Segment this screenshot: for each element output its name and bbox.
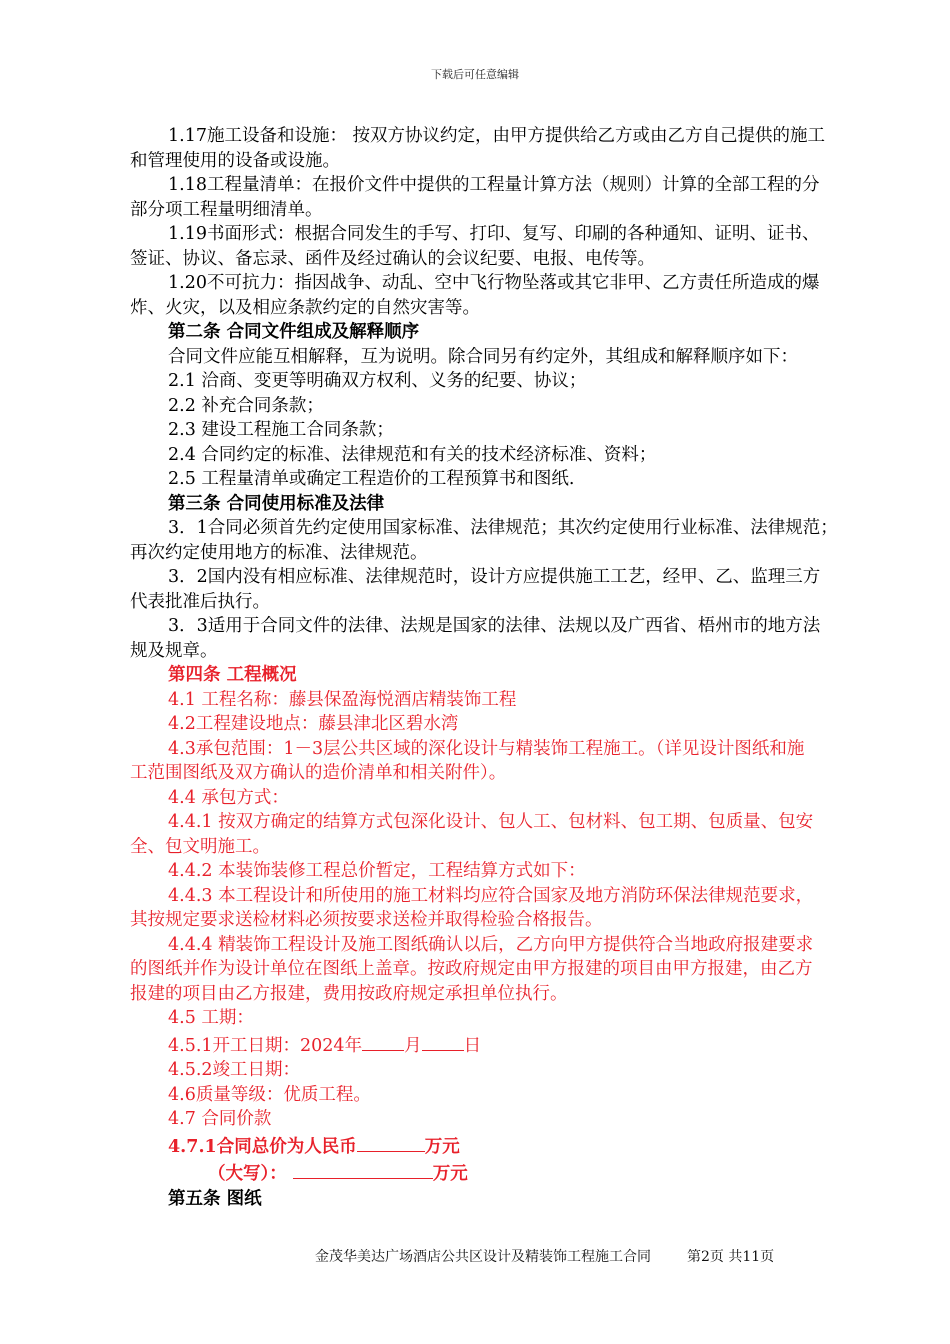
article-2-intro: 合同文件应能互相解释，互为说明。除合同另有约定外，其组成和解释顺序如下： [168, 346, 798, 367]
total-price-unit: 万元 [424, 1136, 460, 1157]
capital-amount-label: （大写）： [208, 1164, 287, 1184]
clause-1-19-line-1: 1.19书面形式：根据合同发生的手写、打印、复写、印刷的各种通知、证明、证书、 [168, 224, 820, 244]
page-footer [315, 1246, 774, 1266]
clause-1-18-line-1: 1.18工程量清单：在报价文件中提供的工程量计算方法（规则）计算的全部工程的分 [168, 175, 820, 195]
document-body [130, 124, 890, 1211]
footer-page-number: 第2页 共11页 [687, 1249, 775, 1265]
clause-4-4-3-line-2: 其按规定要求送检材料必须按要求送检并取得检验合格报告。 [130, 910, 603, 930]
start-date-label: 4.5.1开工日期：2024年 [168, 1035, 363, 1056]
clause-3-3-line-1: 3．3适用于合同文件的法律、法规是国家的法律、法规以及广西省、梧州市的地方法 [168, 616, 821, 636]
clause-4-3-line-2: 工范围图纸及双方确认的造价清单和相关附件）。 [130, 763, 507, 783]
day-label: 日 [463, 1035, 482, 1056]
clause-4-5: 4.5 工期： [168, 1008, 254, 1028]
clause-4-4-1-line-2: 全、包文明施工。 [130, 836, 270, 857]
page-header: 下载后可任意编辑 [431, 68, 519, 81]
clause-4-1: 4.1 工程名称：藤县保盈海悦酒店精装饰工程 [168, 689, 517, 710]
clause-4-4-4-line-3: 报建的项目由乙方报建，费用按政府规定承担单位执行。 [130, 983, 568, 1004]
clause-1-20-line-2: 炸、火灾，以及相应条款约定的自然灾害等。 [130, 297, 480, 318]
clause-4-6: 4.6质量等级：优质工程。 [168, 1084, 371, 1105]
clause-4-4: 4.4 承包方式： [168, 787, 289, 808]
clause-3-2-line-2: 代表批准后执行。 [130, 591, 270, 612]
article-5-heading: 第五条 图纸 [168, 1188, 262, 1209]
total-price-label: 4.7.1合同总价为人民币 [168, 1136, 357, 1157]
clause-1-19-line-2: 签证、协议、备忘录、函件及经过确认的会议纪要、电报、电传等。 [130, 248, 655, 269]
clause-4-2: 4.2工程建设地点：藤县津北区碧水湾 [168, 714, 459, 734]
clause-4-4-1-line-1: 4.4.1 按双方确定的结算方式包深化设计、包人工、包材料、包工期、包质量、包安 [168, 812, 814, 832]
clause-2-5: 2.5 工程量清单或确定工程造价的工程预算书和图纸. [168, 469, 575, 489]
clause-3-2-line-1: 3．2国内没有相应标准、法律规范时，设计方应提供施工工艺，经甲、乙、监理三方 [168, 567, 821, 587]
capital-amount-unit: 万元 [432, 1164, 468, 1184]
clause-4-5-1 [130, 1031, 890, 1059]
clause-4-4-4-line-2: 的图纸并作为设计单位在图纸上盖章。按政府规定由甲方报建的项目由甲方报建，由乙方 [130, 959, 813, 979]
capital-amount-line [130, 1159, 890, 1187]
clause-4-3-line-1: 4.3承包范围：1－3层公共区域的深化设计与精装饰工程施工。（详见设计图纸和施 [168, 738, 805, 759]
total-price-blank [357, 1132, 425, 1152]
article-4-heading: 第四条 工程概况 [168, 665, 297, 685]
clause-4-7: 4.7 合同价款 [168, 1109, 272, 1129]
clause-3-1-line-2: 再次约定使用地方的标准、法律规范。 [130, 542, 428, 563]
month-label: 月 [404, 1035, 422, 1056]
clause-4-7-1 [130, 1132, 890, 1160]
clause-4-5-2: 4.5.2竣工日期： [168, 1060, 301, 1080]
footer-doc-title: 金茂华美达广场酒店公共区设计及精装饰工程施工合同 [315, 1249, 651, 1265]
capital-amount-blank [293, 1159, 433, 1179]
clause-2-4: 2.4 合同约定的标准、法律规范和有关的技术经济标准、资料； [168, 444, 657, 465]
clause-4-4-3-line-1: 4.4.3 本工程设计和所使用的施工材料均应符合国家及地方消防环保法律规范要求， [168, 885, 814, 906]
clause-3-1-line-1: 3．1合同必须首先约定使用国家标准、法律规范；其次约定使用行业标准、法律规范； [168, 518, 838, 538]
clause-1-20-line-1: 1.20不可抗力：指因战争、动乱、空中飞行物坠落或其它非甲、乙方责任所造成的爆 [168, 273, 820, 293]
start-day-blank [422, 1031, 464, 1051]
article-2-heading: 第二条 合同文件组成及解释顺序 [168, 322, 420, 342]
clause-1-17-line-1: 1.17施工设备和设施： 按双方协议约定，由甲方提供给乙方或由乙方自己提供的施工 [168, 126, 826, 146]
clause-2-3: 2.3 建设工程施工合同条款； [168, 420, 394, 440]
clause-4-4-4-line-1: 4.4.4 精装饰工程设计及施工图纸确认以后，乙方向甲方提供符合当地政府报建要求 [168, 934, 814, 955]
clause-1-18-line-2: 部分项工程量明细清单。 [130, 199, 323, 220]
clause-4-4-2: 4.4.2 本装饰装修工程总价暂定，工程结算方式如下： [168, 861, 586, 881]
clause-2-1: 2.1 洽商、变更等明确双方权利、义务的纪要、协议； [168, 371, 587, 391]
clause-3-3-line-2: 规及规章。 [130, 640, 218, 661]
start-month-blank [362, 1031, 404, 1051]
clause-1-17-line-2: 和管理使用的设备或设施。 [130, 150, 340, 171]
clause-2-2: 2.2 补充合同条款； [168, 395, 324, 416]
article-3-heading: 第三条 合同使用标准及法律 [168, 493, 385, 514]
